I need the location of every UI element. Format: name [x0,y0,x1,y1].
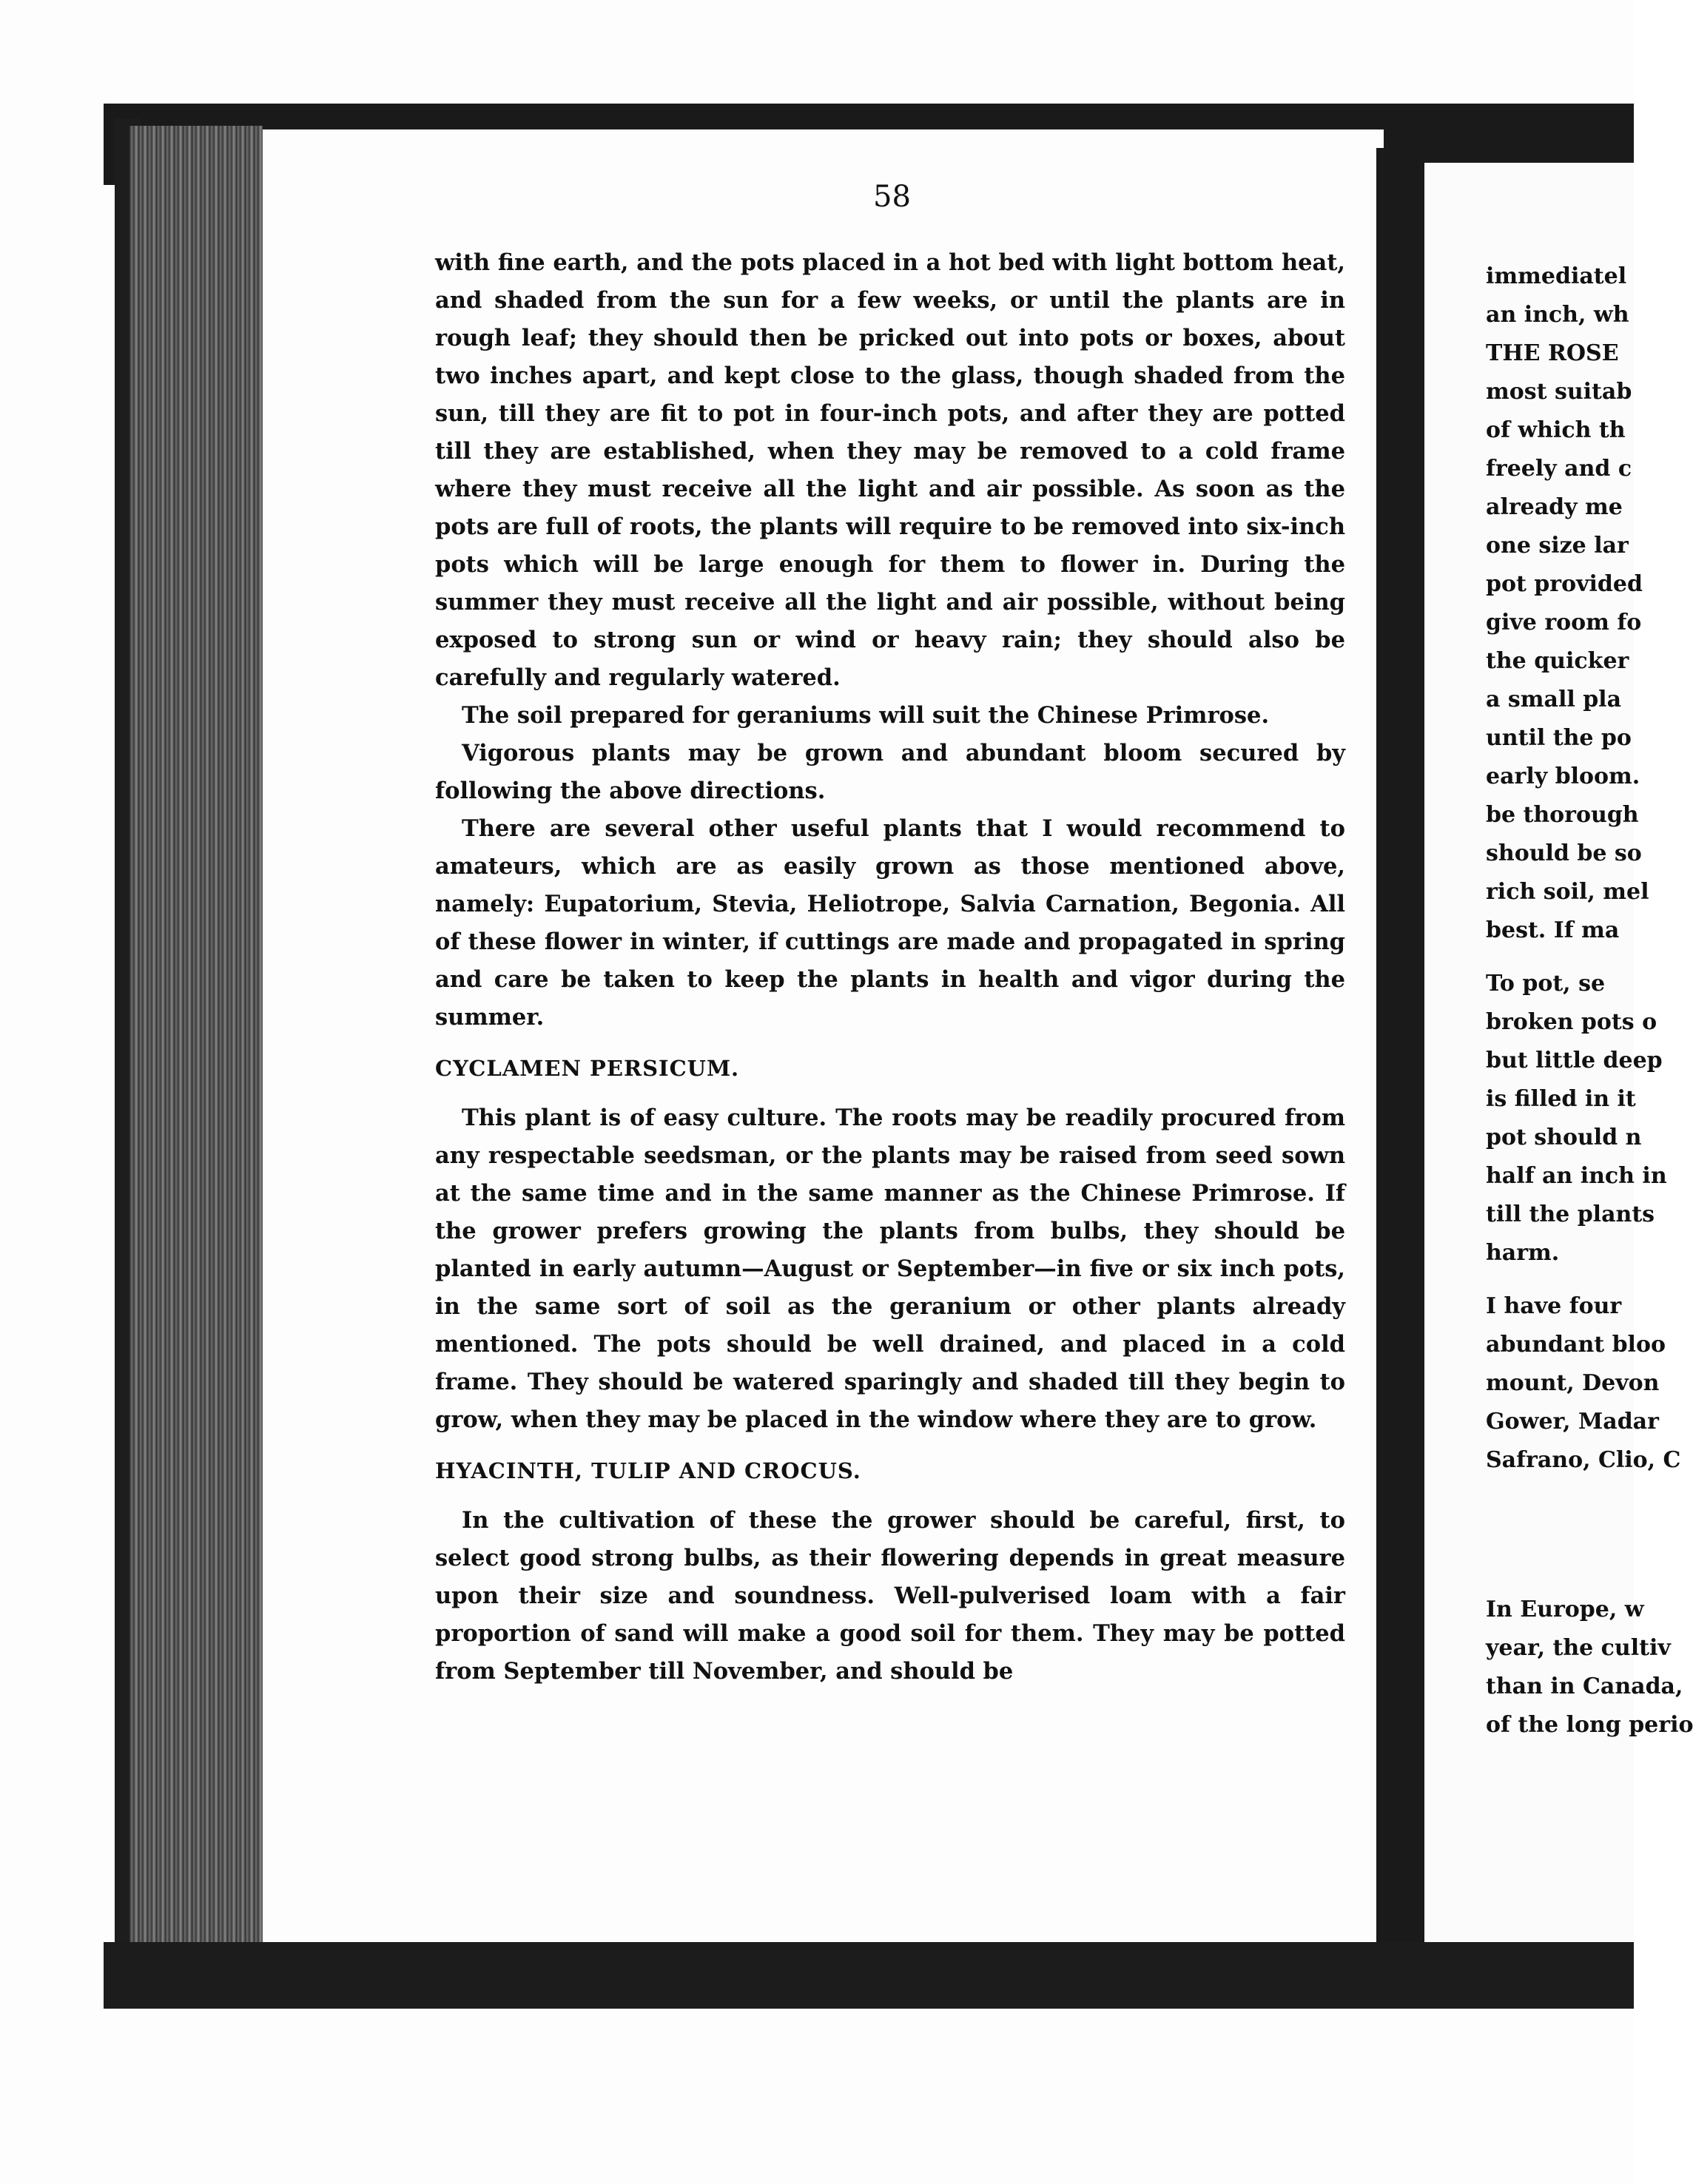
right-page-spacer [1486,1273,1649,1287]
right-page-line: In Europe, w [1486,1597,1644,1622]
section-heading-cyclamen: CYCLAMEN PERSICUM. [435,1056,740,1081]
right-page-line: freely and c [1486,456,1632,482]
paragraph: This plant is of easy culture. The roots may be readily procured from any respectable seedsman, or the plants may be raised from seed sown at the same time and in the same manner as the Chinese Primrose. If the grower prefers growing the plants from bulbs, they should be planted in early autumn—August or September—in five or six inch pots, in the same sort of soil as the geranium or other plants already mentioned. The pots should be well drained, and placed in a cold frame. They should be watered sparingly and shaded till they begin to grow, when they may be placed in the window where they are to grow. [435,1105,1345,1433]
right-page-line: mount, Devon [1486,1370,1660,1396]
right-page-line: Gower, Madar [1486,1409,1659,1435]
right-page-line: till the plants [1486,1201,1655,1227]
right-page-line: of the long perio [1486,1712,1693,1738]
right-page-line: pot should n [1486,1125,1642,1150]
paragraph: The soil prepared for geraniums will suit the Chinese Primrose. [462,702,1270,729]
right-page-line: most suitab [1486,379,1632,405]
right-page-line: but little deep [1486,1048,1663,1074]
left-page-text [435,244,1345,1691]
right-page-line: pot provided [1486,571,1643,597]
right-page-line: half an inch in [1486,1163,1667,1189]
right-page-line: year, the cultiv [1486,1635,1671,1661]
right-page-line: immediatel [1486,263,1627,289]
right-page-line: until the po [1486,725,1632,751]
right-page-line: already me [1486,494,1623,520]
right-page-line: To pot, se [1486,971,1606,997]
right-page-line: the quicker [1486,648,1629,674]
right-page-line: best. If ma [1486,917,1620,943]
right-page-text [1486,257,1693,1745]
right-page-line: early bloom. [1486,764,1640,789]
right-page-line: should be so [1486,840,1642,866]
right-page-line: be thorough [1486,802,1639,828]
right-page-line: a small pla [1486,687,1622,712]
right-page-line: is filled in it [1486,1086,1636,1112]
section-heading-hyacinth: HYACINTH, TULIP AND CROCUS. [435,1458,861,1483]
right-page-line: rich soil, mel [1486,879,1649,905]
paragraph: with fine earth, and the pots placed in a hot bed with light bottom heat, and shaded from the sun for a few weeks, or until the plants are in rough leaf; they should then be pricked out into pots or boxes, about two inches apart, and kept close to the glass, though shaded from the sun, till they are fit to pot in four-inch pots, and after they are potted till they are established, when they may be removed to a cold frame where they must receive all the light and air possible. As soon as the pots are full of roots, the plants will require to be removed into six-inch pots which will be large enough for them to flower in. During the summer they must receive all the light and air possible, without being exposed to strong sun or wind or heavy rain; they should also be carefully and regularly watered. [435,249,1345,691]
right-page-line: broken pots o [1486,1009,1657,1035]
paragraph: Vigorous plants may be grown and abundant bloom secured by following the above directions. [435,740,1345,804]
right-page-line: of which th [1486,417,1626,443]
right-page-line: one size lar [1486,533,1629,559]
paragraph: In the cultivation of these the grower should be careful, first, to select good strong bulbs, as their flowering depends in great measure upon their size and soundness. Well-pulverised loam with a fair proportion of sand will make a good soil for them. They may be potted from September till November, and should be [435,1507,1345,1685]
right-page-line: I have four [1486,1293,1622,1319]
paragraph: There are several other useful plants that I would recommend to amateurs, which are as easily grown as those mentioned above, namely: Eupatorium, Stevia, Heliotrope, Salvia Carnation, Begonia. All of these flower in winter, if cuttings are made and propagated in spring and care be taken to keep the plants in health and vigor during the summer. [435,815,1345,1031]
film-border-bottom [104,1942,1634,2009]
right-page-line: Safrano, Clio, C [1486,1447,1681,1473]
book-gutter [1376,148,1428,1968]
book-page-edges [129,126,263,1953]
right-page-line: than in Canada, [1486,1674,1683,1699]
right-page-line: give room fo [1486,610,1642,636]
right-page-line: abundant bloo [1486,1332,1666,1358]
right-page-line: harm. [1486,1240,1560,1266]
page-number: 58 [873,180,911,214]
right-page-spacer [1486,1480,1649,1591]
right-page-line: THE ROSE [1486,340,1619,366]
right-page-line: an inch, wh [1486,302,1629,328]
right-page-spacer [1486,950,1649,965]
